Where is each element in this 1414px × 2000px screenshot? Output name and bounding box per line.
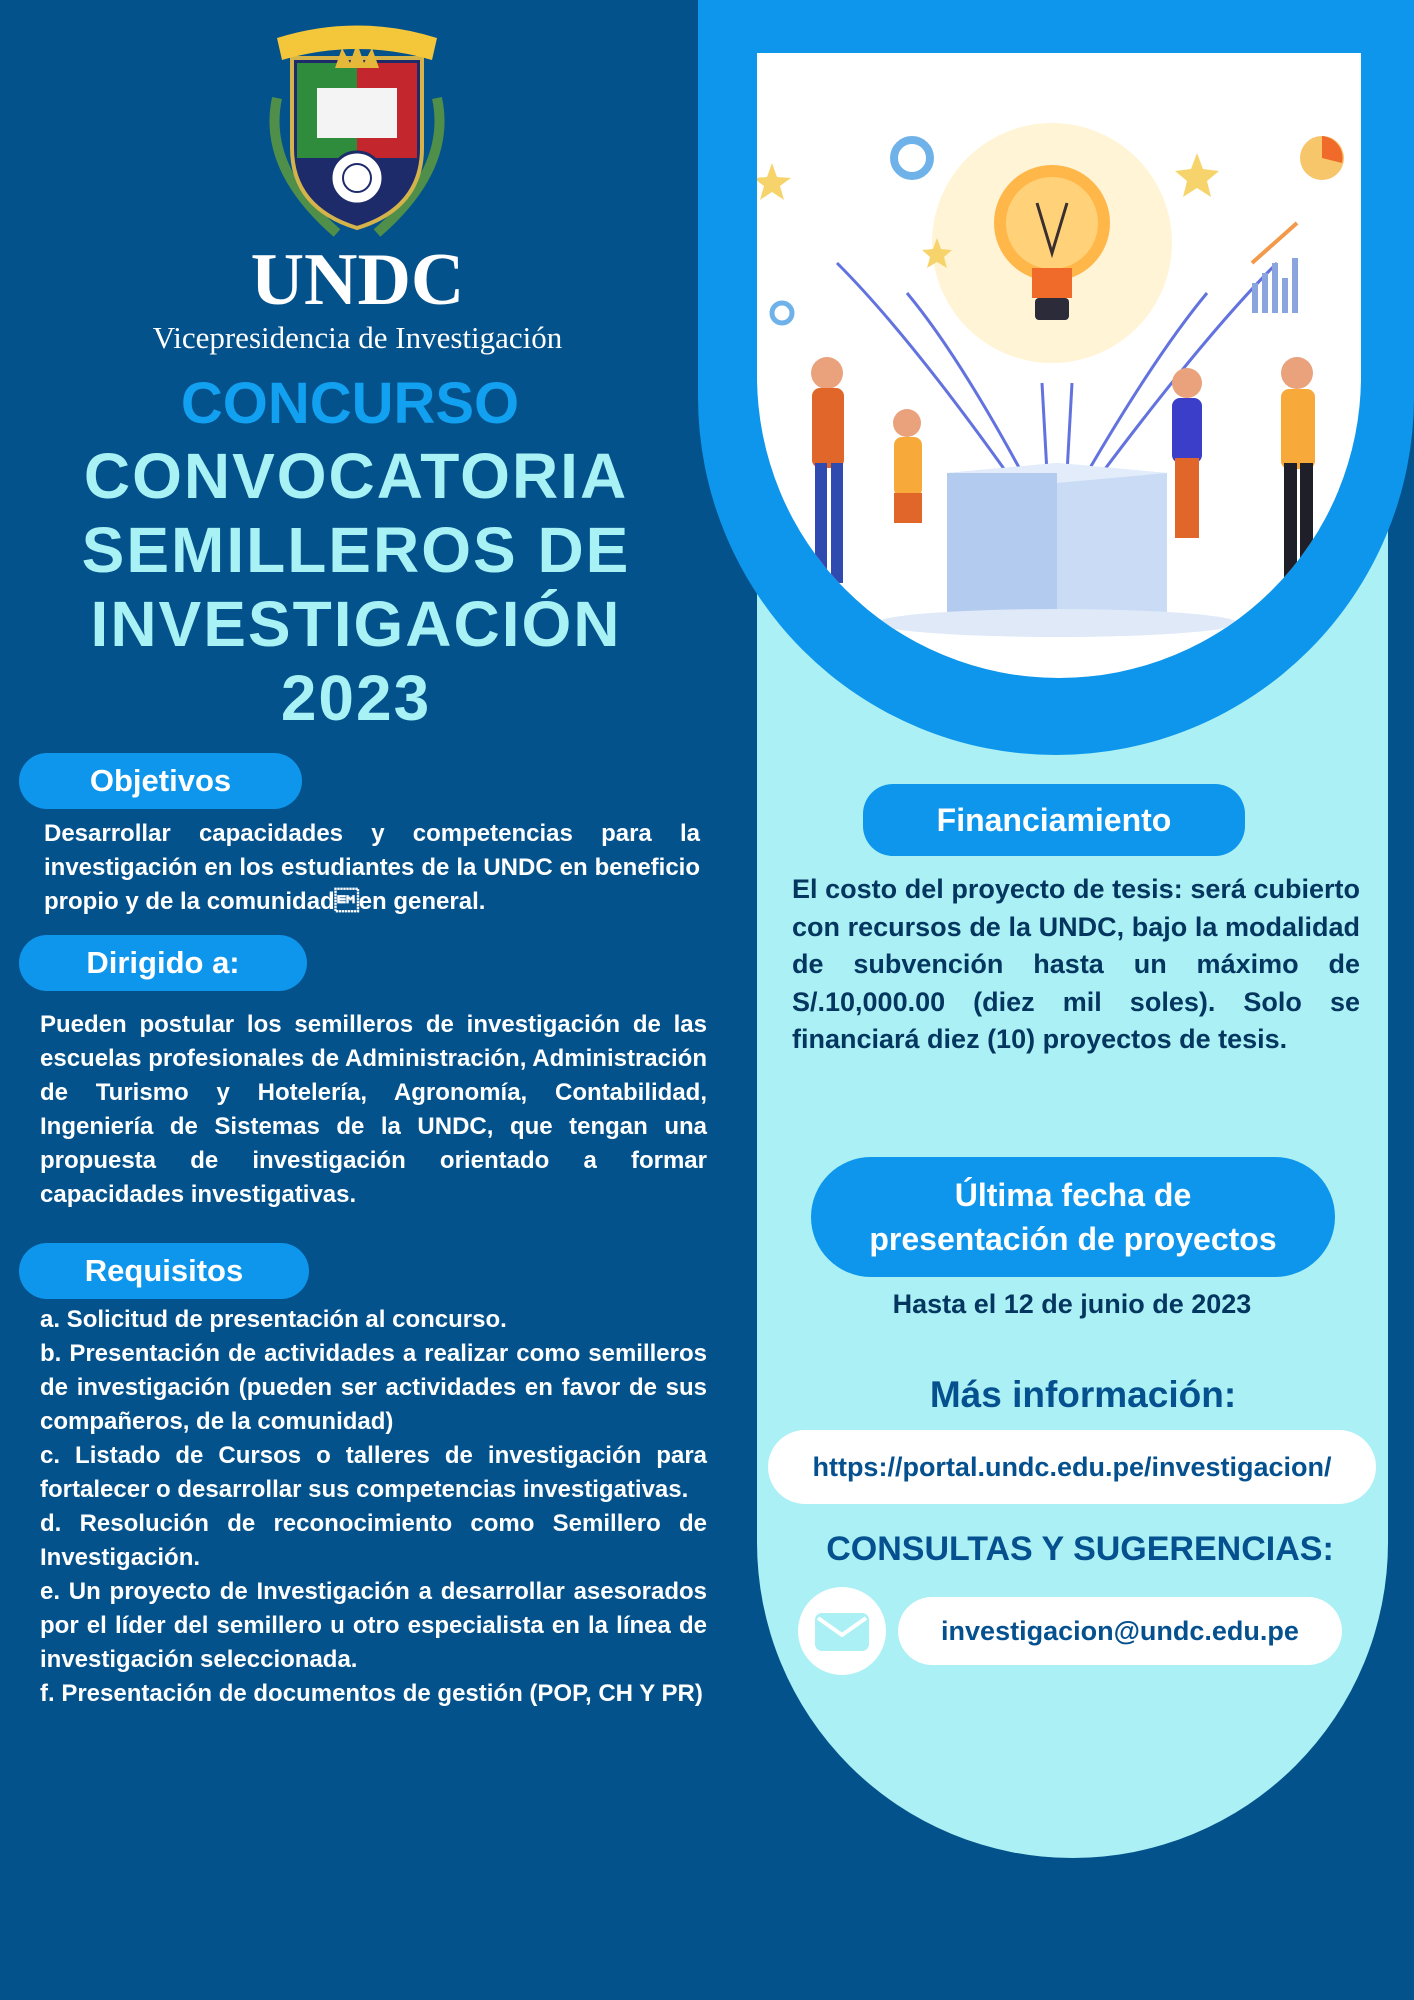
- celebration-illustration-svg: [757, 53, 1361, 678]
- requisitos-list: [40, 1303, 707, 1711]
- title-line-3: INVESTIGACIÓN: [90, 588, 622, 660]
- requisitos-heading: Requisitos: [19, 1243, 309, 1299]
- concurso-label: CONCURSO: [180, 371, 520, 436]
- requisito-item: d. Resolución de reconocimiento como Semillero de Investigación.: [40, 1510, 707, 1571]
- requisito-item: b. Presentación de actividades a realizar como semilleros de investigación (pueden ser actividades en favor de sus compañeros, de la comunidad): [40, 1340, 707, 1435]
- dirigido-heading: Dirigido a:: [19, 935, 307, 991]
- title-line-2: SEMILLEROS DE: [81, 514, 631, 586]
- contact-email-link[interactable]: investigacion@undc.edu.pe: [898, 1597, 1342, 1665]
- celebration-illustration: [757, 53, 1361, 678]
- mail-icon: [798, 1587, 886, 1675]
- financiamiento-heading: Financiamiento: [863, 784, 1245, 856]
- organization-name: UNDC: [250, 239, 465, 321]
- consultas-heading: CONSULTAS Y SUGERENCIAS:: [826, 1530, 1334, 1568]
- requisito-item: f. Presentación de documentos de gestión (POP, CH Y PR): [40, 1680, 703, 1707]
- info-url-link[interactable]: https://portal.undc.edu.pe/investigacion/: [768, 1430, 1376, 1504]
- financiamiento-text: El costo del proyecto de tesis: será cubierto con recursos de la UNDC, bajo la modalidad de subvención hasta un máximo de S/.10,000.00 (diez mil soles). Solo se financiará diez (10) proyectos de tesis.: [792, 874, 1360, 1054]
- deadline-heading-line2: presentación de proyectos: [869, 1221, 1277, 1257]
- requisito-item: e. Un proyecto de Investigación a desarrollar asesorados por el líder del semillero u otro especialista en la línea de investigación seleccionada.: [40, 1578, 707, 1673]
- deadline-date: Hasta el 12 de junio de 2023: [892, 1289, 1252, 1319]
- mas-informacion-heading: Más información:: [929, 1374, 1237, 1415]
- mail-icon-svg: [798, 1587, 886, 1675]
- requisito-item: c. Listado de Cursos o talleres de investigación para fortalecer o desarrollar sus competencias investigativas.: [40, 1442, 707, 1503]
- university-crest-logo: [257, 18, 457, 240]
- dirigido-text: Pueden postular los semilleros de investigación de las escuelas profesionales de Administración, Administración de Turismo y Hotelería, Agronomía, Contabilidad, Ingeniería de Sistemas de la UNDC, que tengan una propuesta de investigación orientado a formar capacidades investigativas.: [40, 1011, 707, 1208]
- title-line-4: 2023: [280, 662, 432, 734]
- requisito-item: a. Solicitud de presentación al concurso.: [40, 1306, 507, 1333]
- title-line-1: CONVOCATORIA: [83, 440, 629, 512]
- department-name: Vicepresidencia de Investigación: [152, 320, 563, 355]
- deadline-heading-line1: Última fecha de: [954, 1177, 1192, 1213]
- deadline-heading: [811, 1157, 1335, 1277]
- objetivos-heading: Objetivos: [19, 753, 302, 809]
- objetivos-text: Desarrollar capacidades y competencias para la investigación en los estudiantes de la UNDC en beneficio propio y de la comunidaden general.: [44, 820, 700, 915]
- crest-svg: [257, 18, 457, 240]
